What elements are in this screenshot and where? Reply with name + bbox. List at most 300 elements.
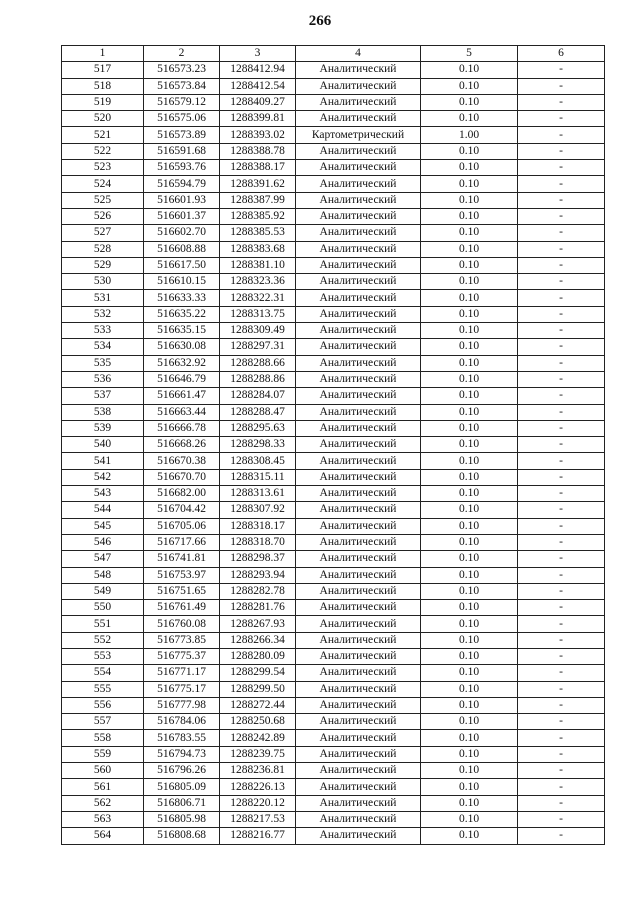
table-row <box>62 127 605 143</box>
note-cell: - <box>518 502 605 518</box>
y-coordinate-cell: 1288412.54 <box>220 78 296 94</box>
point-number-cell: 559 <box>62 746 144 762</box>
accuracy-cell: 0.10 <box>421 62 518 78</box>
y-coordinate-cell: 1288216.77 <box>220 828 296 844</box>
x-coordinate-cell: 516617.50 <box>144 257 220 273</box>
y-coordinate-cell: 1288309.49 <box>220 323 296 339</box>
table-row <box>62 176 605 192</box>
accuracy-cell: 0.10 <box>421 567 518 583</box>
table-row <box>62 208 605 224</box>
note-cell: - <box>518 534 605 550</box>
y-coordinate-cell: 1288412.94 <box>220 62 296 78</box>
method-cell: Аналитический <box>296 323 421 339</box>
accuracy-cell: 0.10 <box>421 94 518 110</box>
point-number-cell: 550 <box>62 600 144 616</box>
table-row <box>62 306 605 322</box>
accuracy-cell: 0.10 <box>421 616 518 632</box>
table-row <box>62 697 605 713</box>
method-cell: Аналитический <box>296 600 421 616</box>
table-row <box>62 62 605 78</box>
table-row <box>62 355 605 371</box>
method-cell: Аналитический <box>296 469 421 485</box>
y-coordinate-cell: 1288217.53 <box>220 811 296 827</box>
x-coordinate-cell: 516591.68 <box>144 143 220 159</box>
method-cell: Аналитический <box>296 828 421 844</box>
table-row <box>62 746 605 762</box>
point-number-cell: 534 <box>62 339 144 355</box>
x-coordinate-cell: 516666.78 <box>144 420 220 436</box>
x-coordinate-cell: 516579.12 <box>144 94 220 110</box>
y-coordinate-cell: 1288307.92 <box>220 502 296 518</box>
note-cell: - <box>518 323 605 339</box>
point-number-cell: 525 <box>62 192 144 208</box>
x-coordinate-cell: 516796.26 <box>144 763 220 779</box>
table-row <box>62 486 605 502</box>
point-number-cell: 538 <box>62 404 144 420</box>
point-number-cell: 526 <box>62 208 144 224</box>
method-cell: Аналитический <box>296 665 421 681</box>
x-coordinate-cell: 516751.65 <box>144 583 220 599</box>
x-coordinate-cell: 516775.17 <box>144 681 220 697</box>
method-cell: Аналитический <box>296 111 421 127</box>
point-number-cell: 545 <box>62 518 144 534</box>
point-number-cell: 524 <box>62 176 144 192</box>
y-coordinate-cell: 1288288.47 <box>220 404 296 420</box>
accuracy-cell: 0.10 <box>421 323 518 339</box>
table-row <box>62 453 605 469</box>
accuracy-cell: 0.10 <box>421 355 518 371</box>
point-number-cell: 530 <box>62 274 144 290</box>
method-cell: Аналитический <box>296 388 421 404</box>
accuracy-cell: 0.10 <box>421 469 518 485</box>
x-coordinate-cell: 516741.81 <box>144 551 220 567</box>
accuracy-cell: 0.10 <box>421 208 518 224</box>
accuracy-cell: 0.10 <box>421 534 518 550</box>
y-coordinate-cell: 1288391.62 <box>220 176 296 192</box>
x-coordinate-cell: 516783.55 <box>144 730 220 746</box>
table-row <box>62 828 605 844</box>
accuracy-cell: 0.10 <box>421 111 518 127</box>
y-coordinate-cell: 1288267.93 <box>220 616 296 632</box>
x-coordinate-cell: 516601.37 <box>144 208 220 224</box>
note-cell: - <box>518 404 605 420</box>
column-header-1: 1 <box>62 46 144 62</box>
accuracy-cell: 0.10 <box>421 437 518 453</box>
note-cell: - <box>518 811 605 827</box>
table-row <box>62 257 605 273</box>
method-cell: Аналитический <box>296 583 421 599</box>
note-cell: - <box>518 371 605 387</box>
note-cell: - <box>518 567 605 583</box>
x-coordinate-cell: 516635.15 <box>144 323 220 339</box>
note-cell: - <box>518 551 605 567</box>
method-cell: Аналитический <box>296 763 421 779</box>
x-coordinate-cell: 516682.00 <box>144 486 220 502</box>
method-cell: Аналитический <box>296 404 421 420</box>
note-cell: - <box>518 453 605 469</box>
method-cell: Аналитический <box>296 648 421 664</box>
note-cell: - <box>518 437 605 453</box>
point-number-cell: 519 <box>62 94 144 110</box>
header-row <box>62 46 605 62</box>
method-cell: Аналитический <box>296 534 421 550</box>
accuracy-cell: 0.10 <box>421 176 518 192</box>
note-cell: - <box>518 176 605 192</box>
method-cell: Аналитический <box>296 746 421 762</box>
method-cell: Аналитический <box>296 143 421 159</box>
x-coordinate-cell: 516663.44 <box>144 404 220 420</box>
point-number-cell: 520 <box>62 111 144 127</box>
x-coordinate-cell: 516806.71 <box>144 795 220 811</box>
column-header-6: 6 <box>518 46 605 62</box>
accuracy-cell: 0.10 <box>421 306 518 322</box>
y-coordinate-cell: 1288388.78 <box>220 143 296 159</box>
x-coordinate-cell: 516794.73 <box>144 746 220 762</box>
note-cell: - <box>518 225 605 241</box>
page-number: 266 <box>308 13 332 29</box>
y-coordinate-cell: 1288220.12 <box>220 795 296 811</box>
method-cell: Аналитический <box>296 257 421 273</box>
point-number-cell: 557 <box>62 714 144 730</box>
table-row <box>62 78 605 94</box>
point-number-cell: 541 <box>62 453 144 469</box>
table-row <box>62 225 605 241</box>
accuracy-cell: 0.10 <box>421 583 518 599</box>
table-row <box>62 648 605 664</box>
y-coordinate-cell: 1288295.63 <box>220 420 296 436</box>
note-cell: - <box>518 518 605 534</box>
method-cell: Аналитический <box>296 306 421 322</box>
table-row <box>62 632 605 648</box>
table-row <box>62 600 605 616</box>
x-coordinate-cell: 516704.42 <box>144 502 220 518</box>
y-coordinate-cell: 1288242.89 <box>220 730 296 746</box>
table-header <box>62 46 605 62</box>
y-coordinate-cell: 1288288.86 <box>220 371 296 387</box>
point-number-cell: 518 <box>62 78 144 94</box>
method-cell: Аналитический <box>296 290 421 306</box>
method-cell: Аналитический <box>296 616 421 632</box>
note-cell: - <box>518 714 605 730</box>
point-number-cell: 562 <box>62 795 144 811</box>
note-cell: - <box>518 160 605 176</box>
accuracy-cell: 0.10 <box>421 811 518 827</box>
x-coordinate-cell: 516775.37 <box>144 648 220 664</box>
accuracy-cell: 0.10 <box>421 763 518 779</box>
x-coordinate-cell: 516670.70 <box>144 469 220 485</box>
point-number-cell: 539 <box>62 420 144 436</box>
point-number-cell: 527 <box>62 225 144 241</box>
y-coordinate-cell: 1288393.02 <box>220 127 296 143</box>
point-number-cell: 555 <box>62 681 144 697</box>
accuracy-cell: 0.10 <box>421 143 518 159</box>
y-coordinate-cell: 1288280.09 <box>220 648 296 664</box>
point-number-cell: 532 <box>62 306 144 322</box>
accuracy-cell: 0.10 <box>421 648 518 664</box>
accuracy-cell: 0.10 <box>421 257 518 273</box>
table-row <box>62 534 605 550</box>
point-number-cell: 523 <box>62 160 144 176</box>
method-cell: Аналитический <box>296 681 421 697</box>
accuracy-cell: 0.10 <box>421 388 518 404</box>
accuracy-cell: 0.10 <box>421 697 518 713</box>
accuracy-cell: 0.10 <box>421 241 518 257</box>
y-coordinate-cell: 1288409.27 <box>220 94 296 110</box>
y-coordinate-cell: 1288281.76 <box>220 600 296 616</box>
y-coordinate-cell: 1288313.61 <box>220 486 296 502</box>
x-coordinate-cell: 516808.68 <box>144 828 220 844</box>
table-row <box>62 583 605 599</box>
x-coordinate-cell: 516805.98 <box>144 811 220 827</box>
x-coordinate-cell: 516777.98 <box>144 697 220 713</box>
y-coordinate-cell: 1288239.75 <box>220 746 296 762</box>
point-number-cell: 542 <box>62 469 144 485</box>
note-cell: - <box>518 78 605 94</box>
note-cell: - <box>518 779 605 795</box>
note-cell: - <box>518 469 605 485</box>
note-cell: - <box>518 192 605 208</box>
method-cell: Аналитический <box>296 551 421 567</box>
x-coordinate-cell: 516601.93 <box>144 192 220 208</box>
table-row <box>62 143 605 159</box>
point-number-cell: 528 <box>62 241 144 257</box>
method-cell: Аналитический <box>296 176 421 192</box>
note-cell: - <box>518 763 605 779</box>
note-cell: - <box>518 681 605 697</box>
table-body <box>62 62 605 844</box>
point-number-cell: 560 <box>62 763 144 779</box>
accuracy-cell: 0.10 <box>421 420 518 436</box>
accuracy-cell: 0.10 <box>421 371 518 387</box>
method-cell: Аналитический <box>296 371 421 387</box>
y-coordinate-cell: 1288293.94 <box>220 567 296 583</box>
method-cell: Аналитический <box>296 192 421 208</box>
method-cell: Картометрический <box>296 127 421 143</box>
x-coordinate-cell: 516753.97 <box>144 567 220 583</box>
table-row <box>62 290 605 306</box>
point-number-cell: 546 <box>62 534 144 550</box>
x-coordinate-cell: 516594.79 <box>144 176 220 192</box>
table-row <box>62 339 605 355</box>
method-cell: Аналитический <box>296 502 421 518</box>
x-coordinate-cell: 516608.88 <box>144 241 220 257</box>
table-row <box>62 388 605 404</box>
table-row <box>62 160 605 176</box>
method-cell: Аналитический <box>296 339 421 355</box>
accuracy-cell: 0.10 <box>421 746 518 762</box>
x-coordinate-cell: 516635.22 <box>144 306 220 322</box>
method-cell: Аналитический <box>296 420 421 436</box>
column-header-3: 3 <box>220 46 296 62</box>
accuracy-cell: 0.10 <box>421 828 518 844</box>
note-cell: - <box>518 355 605 371</box>
y-coordinate-cell: 1288284.07 <box>220 388 296 404</box>
x-coordinate-cell: 516805.09 <box>144 779 220 795</box>
method-cell: Аналитический <box>296 453 421 469</box>
x-coordinate-cell: 516610.15 <box>144 274 220 290</box>
x-coordinate-cell: 516646.79 <box>144 371 220 387</box>
coordinates-table <box>61 45 605 845</box>
point-number-cell: 558 <box>62 730 144 746</box>
method-cell: Аналитический <box>296 632 421 648</box>
method-cell: Аналитический <box>296 160 421 176</box>
point-number-cell: 540 <box>62 437 144 453</box>
accuracy-cell: 1.00 <box>421 127 518 143</box>
point-number-cell: 536 <box>62 371 144 387</box>
note-cell: - <box>518 388 605 404</box>
method-cell: Аналитический <box>296 437 421 453</box>
y-coordinate-cell: 1288385.92 <box>220 208 296 224</box>
x-coordinate-cell: 516773.85 <box>144 632 220 648</box>
point-number-cell: 535 <box>62 355 144 371</box>
column-header-4: 4 <box>296 46 421 62</box>
accuracy-cell: 0.10 <box>421 730 518 746</box>
accuracy-cell: 0.10 <box>421 192 518 208</box>
note-cell: - <box>518 632 605 648</box>
accuracy-cell: 0.10 <box>421 274 518 290</box>
table-row <box>62 469 605 485</box>
accuracy-cell: 0.10 <box>421 225 518 241</box>
y-coordinate-cell: 1288297.31 <box>220 339 296 355</box>
method-cell: Аналитический <box>296 208 421 224</box>
table-row <box>62 437 605 453</box>
x-coordinate-cell: 516771.17 <box>144 665 220 681</box>
x-coordinate-cell: 516670.38 <box>144 453 220 469</box>
y-coordinate-cell: 1288322.31 <box>220 290 296 306</box>
x-coordinate-cell: 516573.89 <box>144 127 220 143</box>
point-number-cell: 517 <box>62 62 144 78</box>
x-coordinate-cell: 516705.06 <box>144 518 220 534</box>
y-coordinate-cell: 1288323.36 <box>220 274 296 290</box>
table-row <box>62 795 605 811</box>
note-cell: - <box>518 306 605 322</box>
x-coordinate-cell: 516784.06 <box>144 714 220 730</box>
y-coordinate-cell: 1288315.11 <box>220 469 296 485</box>
method-cell: Аналитический <box>296 62 421 78</box>
note-cell: - <box>518 257 605 273</box>
point-number-cell: 547 <box>62 551 144 567</box>
method-cell: Аналитический <box>296 518 421 534</box>
note-cell: - <box>518 420 605 436</box>
note-cell: - <box>518 697 605 713</box>
accuracy-cell: 0.10 <box>421 714 518 730</box>
point-number-cell: 522 <box>62 143 144 159</box>
table-row <box>62 730 605 746</box>
column-header-2: 2 <box>144 46 220 62</box>
y-coordinate-cell: 1288383.68 <box>220 241 296 257</box>
note-cell: - <box>518 486 605 502</box>
note-cell: - <box>518 746 605 762</box>
x-coordinate-cell: 516630.08 <box>144 339 220 355</box>
point-number-cell: 543 <box>62 486 144 502</box>
method-cell: Аналитический <box>296 78 421 94</box>
note-cell: - <box>518 274 605 290</box>
accuracy-cell: 0.10 <box>421 290 518 306</box>
table-row <box>62 811 605 827</box>
y-coordinate-cell: 1288308.45 <box>220 453 296 469</box>
note-cell: - <box>518 339 605 355</box>
table-row <box>62 779 605 795</box>
note-cell: - <box>518 600 605 616</box>
accuracy-cell: 0.10 <box>421 453 518 469</box>
table-row <box>62 665 605 681</box>
y-coordinate-cell: 1288298.37 <box>220 551 296 567</box>
method-cell: Аналитический <box>296 274 421 290</box>
x-coordinate-cell: 516573.84 <box>144 78 220 94</box>
note-cell: - <box>518 143 605 159</box>
y-coordinate-cell: 1288226.13 <box>220 779 296 795</box>
table-row <box>62 714 605 730</box>
method-cell: Аналитический <box>296 94 421 110</box>
table-row <box>62 323 605 339</box>
column-header-5: 5 <box>421 46 518 62</box>
y-coordinate-cell: 1288388.17 <box>220 160 296 176</box>
note-cell: - <box>518 241 605 257</box>
point-number-cell: 548 <box>62 567 144 583</box>
method-cell: Аналитический <box>296 779 421 795</box>
note-cell: - <box>518 795 605 811</box>
y-coordinate-cell: 1288318.17 <box>220 518 296 534</box>
method-cell: Аналитический <box>296 714 421 730</box>
x-coordinate-cell: 516573.23 <box>144 62 220 78</box>
accuracy-cell: 0.10 <box>421 486 518 502</box>
note-cell: - <box>518 648 605 664</box>
x-coordinate-cell: 516668.26 <box>144 437 220 453</box>
table-row <box>62 371 605 387</box>
point-number-cell: 533 <box>62 323 144 339</box>
table-row <box>62 111 605 127</box>
table-row <box>62 681 605 697</box>
point-number-cell: 537 <box>62 388 144 404</box>
note-cell: - <box>518 94 605 110</box>
point-number-cell: 553 <box>62 648 144 664</box>
table-row <box>62 420 605 436</box>
y-coordinate-cell: 1288288.66 <box>220 355 296 371</box>
note-cell: - <box>518 828 605 844</box>
x-coordinate-cell: 516717.66 <box>144 534 220 550</box>
point-number-cell: 549 <box>62 583 144 599</box>
x-coordinate-cell: 516575.06 <box>144 111 220 127</box>
table-row <box>62 241 605 257</box>
y-coordinate-cell: 1288299.50 <box>220 681 296 697</box>
accuracy-cell: 0.10 <box>421 600 518 616</box>
table-row <box>62 502 605 518</box>
accuracy-cell: 0.10 <box>421 160 518 176</box>
note-cell: - <box>518 583 605 599</box>
table-row <box>62 567 605 583</box>
x-coordinate-cell: 516761.49 <box>144 600 220 616</box>
method-cell: Аналитический <box>296 355 421 371</box>
x-coordinate-cell: 516632.92 <box>144 355 220 371</box>
table-row <box>62 763 605 779</box>
accuracy-cell: 0.10 <box>421 795 518 811</box>
x-coordinate-cell: 516633.33 <box>144 290 220 306</box>
y-coordinate-cell: 1288298.33 <box>220 437 296 453</box>
table-row <box>62 94 605 110</box>
y-coordinate-cell: 1288318.70 <box>220 534 296 550</box>
accuracy-cell: 0.10 <box>421 404 518 420</box>
accuracy-cell: 0.10 <box>421 339 518 355</box>
method-cell: Аналитический <box>296 567 421 583</box>
point-number-cell: 552 <box>62 632 144 648</box>
y-coordinate-cell: 1288250.68 <box>220 714 296 730</box>
method-cell: Аналитический <box>296 225 421 241</box>
y-coordinate-cell: 1288399.81 <box>220 111 296 127</box>
point-number-cell: 529 <box>62 257 144 273</box>
note-cell: - <box>518 665 605 681</box>
x-coordinate-cell: 516593.76 <box>144 160 220 176</box>
y-coordinate-cell: 1288385.53 <box>220 225 296 241</box>
